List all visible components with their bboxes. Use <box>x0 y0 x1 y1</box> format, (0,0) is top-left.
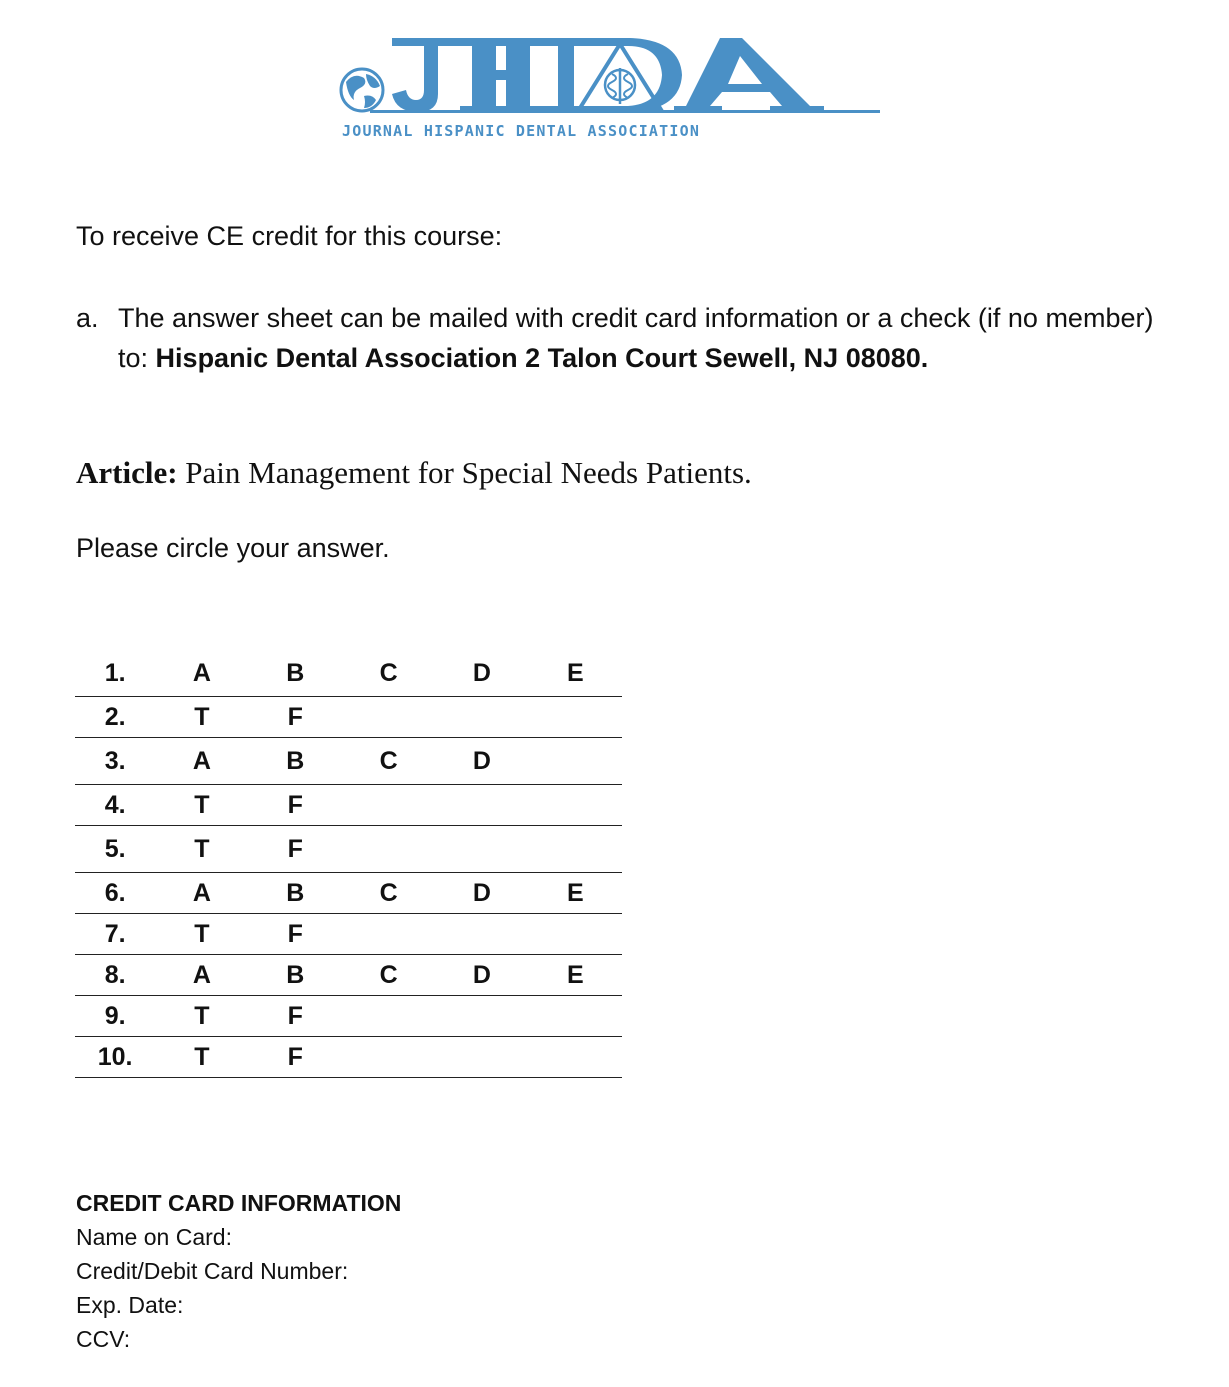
article-title: Pain Management for Special Needs Patients. <box>185 455 752 490</box>
answer-option[interactable]: B <box>249 955 342 996</box>
intro-text: To receive CE credit for this course: <box>76 221 503 251</box>
exp-date-label: Exp. Date: <box>76 1292 184 1318</box>
ccv-label: CCV: <box>76 1326 131 1352</box>
answer-option <box>435 996 528 1037</box>
caduceus-triangle-icon <box>580 44 660 108</box>
logo-letter-a <box>674 38 824 112</box>
question-number: 6. <box>75 873 155 914</box>
answer-option <box>529 826 622 873</box>
jhda-logo-mark <box>330 30 900 125</box>
list-marker: a. <box>76 303 99 333</box>
answer-option[interactable]: F <box>249 914 342 955</box>
answer-option <box>435 826 528 873</box>
logo-letter-h <box>460 38 542 112</box>
mailing-address: Hispanic Dental Association 2 Talon Court Sewell, NJ 08080. <box>155 343 929 373</box>
credit-card-section <box>76 1186 401 1356</box>
question-number: 10. <box>75 1037 155 1078</box>
answer-option[interactable]: A <box>155 738 248 785</box>
answer-row <box>75 955 622 996</box>
answer-option[interactable]: F <box>249 697 342 738</box>
answer-row <box>75 738 622 785</box>
logo-subtitle: JOURNAL HISPANIC DENTAL ASSOCIATION <box>342 122 701 140</box>
answer-option[interactable]: A <box>155 955 248 996</box>
instruction-a-text: The answer sheet can be mailed with credit card information or a check (if no member) to: <box>118 303 1154 373</box>
answer-option <box>435 785 528 826</box>
answer-option[interactable]: T <box>155 826 248 873</box>
answer-option[interactable]: E <box>529 650 622 697</box>
answer-row <box>75 826 622 873</box>
answer-option <box>342 996 435 1037</box>
answer-option[interactable]: E <box>529 955 622 996</box>
answer-option[interactable]: T <box>155 697 248 738</box>
answer-option[interactable]: T <box>155 914 248 955</box>
answer-option <box>435 1037 528 1078</box>
answer-row <box>75 914 622 955</box>
answer-option[interactable]: C <box>342 738 435 785</box>
answer-option <box>342 826 435 873</box>
answer-option[interactable]: B <box>249 873 342 914</box>
instruction-a-body <box>118 298 1156 378</box>
question-number: 9. <box>75 996 155 1037</box>
question-number: 1. <box>75 650 155 697</box>
answer-option[interactable]: C <box>342 650 435 697</box>
question-number: 4. <box>75 785 155 826</box>
answer-option <box>529 996 622 1037</box>
answer-row <box>75 785 622 826</box>
answer-row <box>75 996 622 1037</box>
logo-underline <box>370 110 880 113</box>
answer-sheet-table <box>75 650 622 1078</box>
question-number: 8. <box>75 955 155 996</box>
answer-option <box>342 1037 435 1078</box>
answer-option <box>342 697 435 738</box>
circle-instruction: Please circle your answer. <box>76 533 390 563</box>
answer-option[interactable]: D <box>435 738 528 785</box>
answer-option <box>435 697 528 738</box>
answer-option <box>342 785 435 826</box>
answer-option <box>529 1037 622 1078</box>
question-number: 3. <box>75 738 155 785</box>
answer-option <box>529 914 622 955</box>
question-number: 2. <box>75 697 155 738</box>
answer-option[interactable]: A <box>155 650 248 697</box>
answer-option[interactable]: E <box>529 873 622 914</box>
instruction-a <box>76 298 1156 378</box>
answer-option[interactable]: F <box>249 785 342 826</box>
answer-option[interactable]: F <box>249 1037 342 1078</box>
credit-card-title: CREDIT CARD INFORMATION <box>76 1190 402 1216</box>
answer-option[interactable]: B <box>249 650 342 697</box>
answer-option[interactable]: D <box>435 873 528 914</box>
answer-option[interactable]: C <box>342 873 435 914</box>
name-on-card-label: Name on Card: <box>76 1224 232 1250</box>
globe-icon <box>341 69 383 111</box>
answer-option <box>435 914 528 955</box>
answer-option[interactable]: F <box>249 826 342 873</box>
answer-option <box>342 914 435 955</box>
question-number: 7. <box>75 914 155 955</box>
answer-option[interactable]: T <box>155 785 248 826</box>
logo-letter-j <box>392 38 460 112</box>
answer-row <box>75 873 622 914</box>
answer-option[interactable]: T <box>155 1037 248 1078</box>
answer-option <box>529 738 622 785</box>
answer-option[interactable]: D <box>435 955 528 996</box>
answer-option[interactable]: D <box>435 650 528 697</box>
answer-option <box>529 697 622 738</box>
article-label: Article: <box>76 455 178 490</box>
answer-option[interactable]: C <box>342 955 435 996</box>
answer-option[interactable]: B <box>249 738 342 785</box>
answer-row <box>75 650 622 697</box>
answer-option <box>529 785 622 826</box>
article-line <box>76 455 752 491</box>
answer-row <box>75 1037 622 1078</box>
question-number: 5. <box>75 826 155 873</box>
card-number-label: Credit/Debit Card Number: <box>76 1258 349 1284</box>
answer-option[interactable]: A <box>155 873 248 914</box>
answer-row <box>75 697 622 738</box>
answer-option[interactable]: F <box>249 996 342 1037</box>
answer-option[interactable]: T <box>155 996 248 1037</box>
